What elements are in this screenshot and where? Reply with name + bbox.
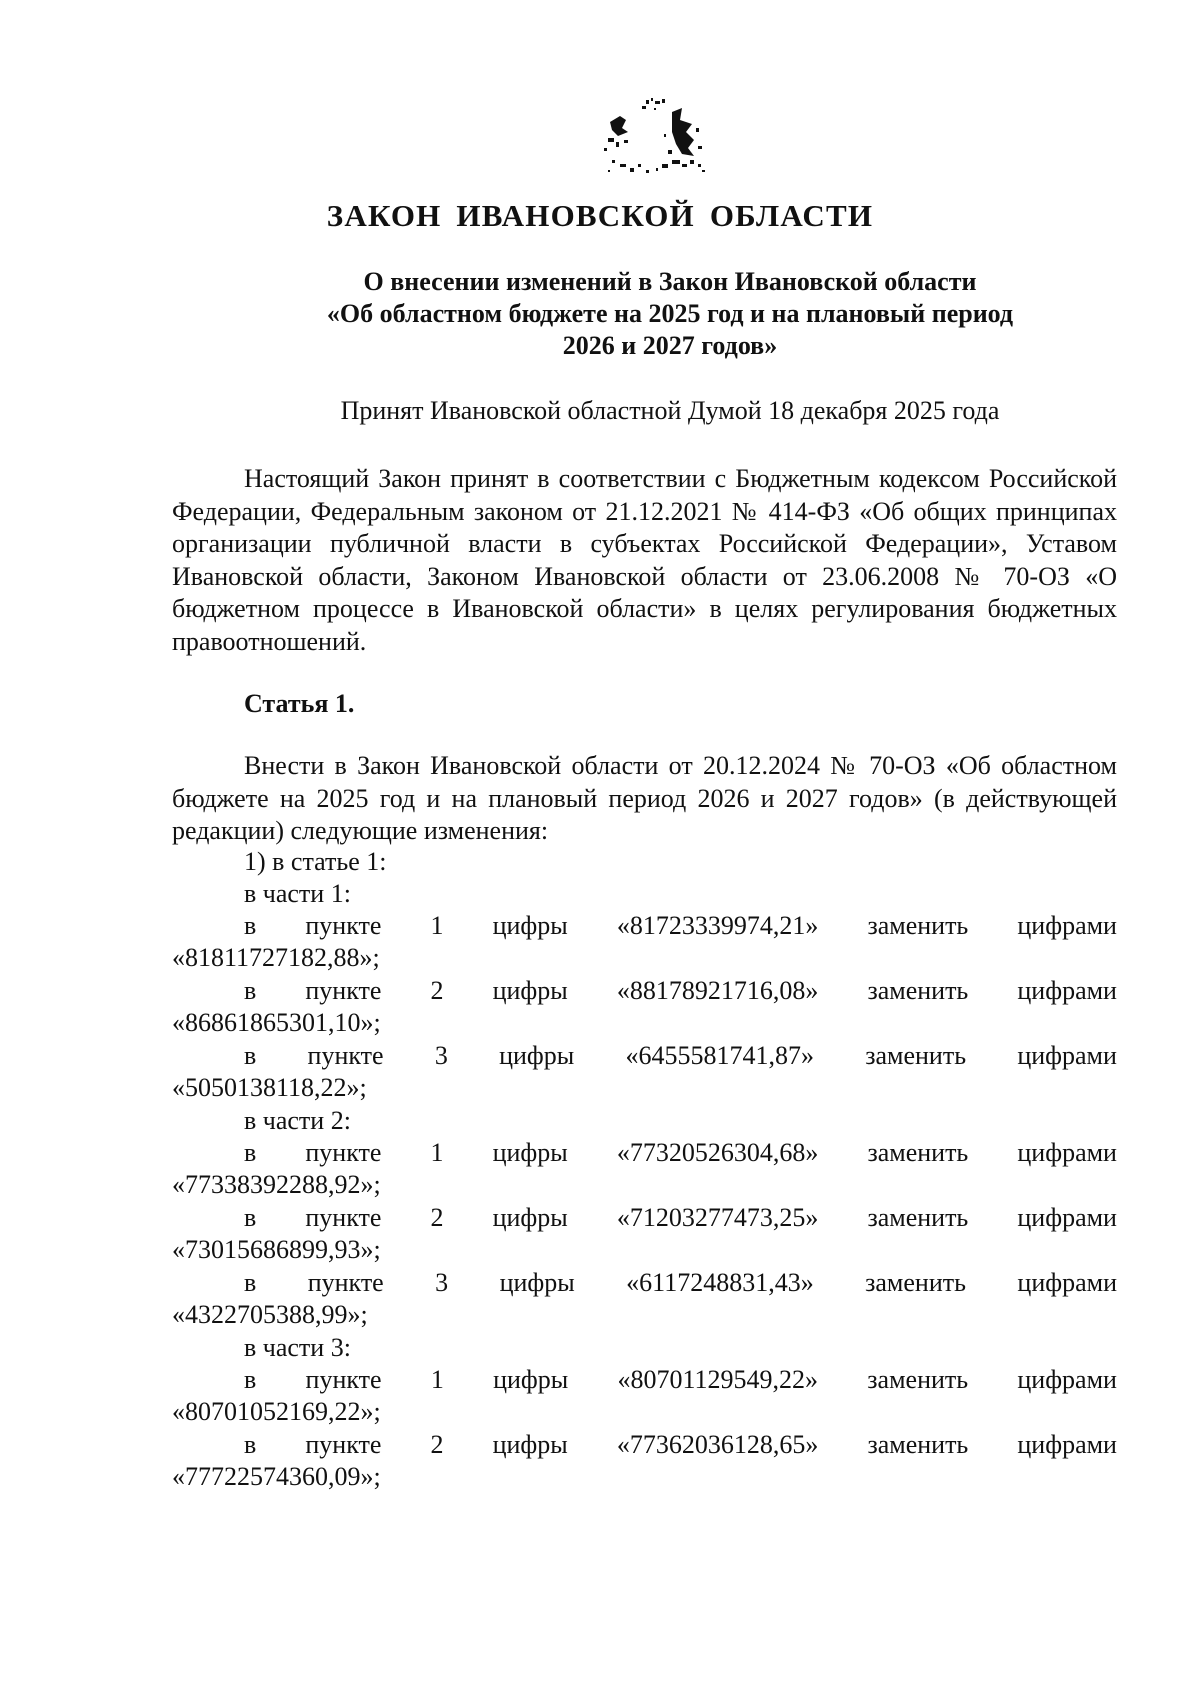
word: цифрами — [1017, 1430, 1117, 1459]
word: пункте — [305, 1203, 382, 1232]
part-label: в части 1: — [244, 879, 351, 908]
word: цифры — [492, 1138, 568, 1167]
point-number: 2 — [430, 976, 444, 1005]
word: цифры — [492, 1203, 568, 1232]
word: цифры — [499, 1041, 575, 1070]
word: пункте — [305, 1430, 382, 1459]
point-number: 2 — [430, 1430, 444, 1459]
word: пункте — [307, 1041, 384, 1070]
word: в — [244, 976, 257, 1005]
new-value: «4322705388,99»; — [172, 1300, 368, 1329]
subtitle-line: 2026 и 2027 годов» — [562, 331, 778, 360]
word: пункте — [305, 1365, 382, 1394]
replacement-item — [172, 1040, 1117, 1105]
point-number: 1 — [430, 1365, 444, 1394]
word: в — [244, 1430, 257, 1459]
word: цифры — [492, 976, 568, 1005]
new-value: «80701052169,22»; — [172, 1397, 381, 1426]
old-value: «81723339974,21» — [616, 911, 819, 940]
word: в — [244, 911, 257, 940]
coat-of-arms-emblem — [602, 98, 710, 182]
subtitle-line: О внесении изменений в Закон Ивановской области — [363, 267, 977, 296]
replacement-item — [172, 1267, 1117, 1332]
replacement-item — [172, 975, 1117, 1040]
word: пункте — [305, 911, 382, 940]
word: цифрами — [1017, 1268, 1117, 1297]
replacement-item — [172, 1202, 1117, 1267]
adoption-line: Принят Ивановской областной Думой 18 декабря 2025 года — [340, 396, 1000, 425]
new-value: «5050138118,22»; — [172, 1073, 367, 1102]
replacement-item — [172, 1429, 1117, 1494]
word: заменить — [867, 1203, 969, 1232]
part-label: в части 3: — [244, 1333, 351, 1362]
article-1-heading: Статья 1. — [244, 689, 355, 718]
word: цифры — [499, 1268, 575, 1297]
point-number: 3 — [434, 1041, 448, 1070]
word: заменить — [865, 1041, 967, 1070]
old-value: «6117248831,43» — [626, 1268, 814, 1297]
point-number: 1 — [430, 911, 444, 940]
word: заменить — [867, 976, 969, 1005]
word: заменить — [867, 911, 969, 940]
word: заменить — [867, 1365, 969, 1394]
law-subtitle — [170, 266, 1170, 362]
replacement-item — [172, 910, 1117, 975]
word: цифры — [492, 1430, 568, 1459]
part-label: в части 2: — [244, 1106, 351, 1135]
old-value: «6455581741,87» — [625, 1041, 814, 1070]
point-number: 1 — [430, 1138, 444, 1167]
word: цифры — [492, 911, 568, 940]
old-value: «88178921716,08» — [616, 976, 819, 1005]
new-value: «73015686899,93»; — [172, 1235, 381, 1264]
word: цифрами — [1017, 911, 1117, 940]
word: цифрами — [1017, 1138, 1117, 1167]
word: в — [244, 1365, 257, 1394]
new-value: «77338392288,92»; — [172, 1170, 381, 1199]
word: цифрами — [1017, 976, 1117, 1005]
subtitle-line: «Об областном бюджете на 2025 год и на плановый период — [326, 299, 1014, 328]
old-value: «80701129549,22» — [617, 1365, 819, 1394]
word: цифрами — [1017, 1041, 1117, 1070]
old-value: «71203277473,25» — [616, 1203, 819, 1232]
word: заменить — [865, 1268, 966, 1297]
preamble-paragraph: Настоящий Закон принят в соответствии с Бюджетным кодексом Российской Федерации, Федеральным законом от 21.12.2021 № 414-ФЗ «Об общих принципах организации публичной власти в субъектах Российской Федерации», Уставом Ивановской области, Законом Ивановской области от 23.06.2008 № 70-ОЗ «О бюджетном процессе в Ивановской области» в целях регулирования бюджетных правоотношений. — [172, 464, 1117, 656]
point-number: 2 — [430, 1203, 444, 1232]
word: заменить — [867, 1430, 969, 1459]
word: в — [244, 1203, 257, 1232]
old-value: «77362036128,65» — [616, 1430, 819, 1459]
new-value: «81811727182,88»; — [172, 943, 380, 972]
point-number: 3 — [435, 1268, 449, 1297]
word: цифрами — [1017, 1203, 1117, 1232]
new-value: «77722574360,09»; — [172, 1462, 381, 1491]
new-value: «86861865301,10»; — [172, 1008, 381, 1037]
word: цифрами — [1017, 1365, 1117, 1394]
word: пункте — [307, 1268, 384, 1297]
item-1-label: 1) в статье 1: — [244, 847, 387, 876]
word: заменить — [867, 1138, 969, 1167]
word: в — [244, 1138, 257, 1167]
word: пункте — [305, 1138, 382, 1167]
article-1-intro-paragraph: Внести в Закон Ивановской области от 20.12.2024 № 70-ОЗ «Об областном бюджете на 2025 год и на плановый период 2026 и 2027 годов» (в действующей редакции) следующие изменения: — [172, 751, 1117, 845]
word: в — [244, 1041, 257, 1070]
word: в — [244, 1268, 257, 1297]
word: пункте — [305, 976, 382, 1005]
old-value: «77320526304,68» — [616, 1138, 819, 1167]
word: цифры — [493, 1365, 569, 1394]
replacement-item — [172, 1364, 1117, 1429]
law-title: ЗАКОН ИВАНОВСКОЙ ОБЛАСТИ — [326, 198, 874, 233]
replacement-item — [172, 1137, 1117, 1202]
